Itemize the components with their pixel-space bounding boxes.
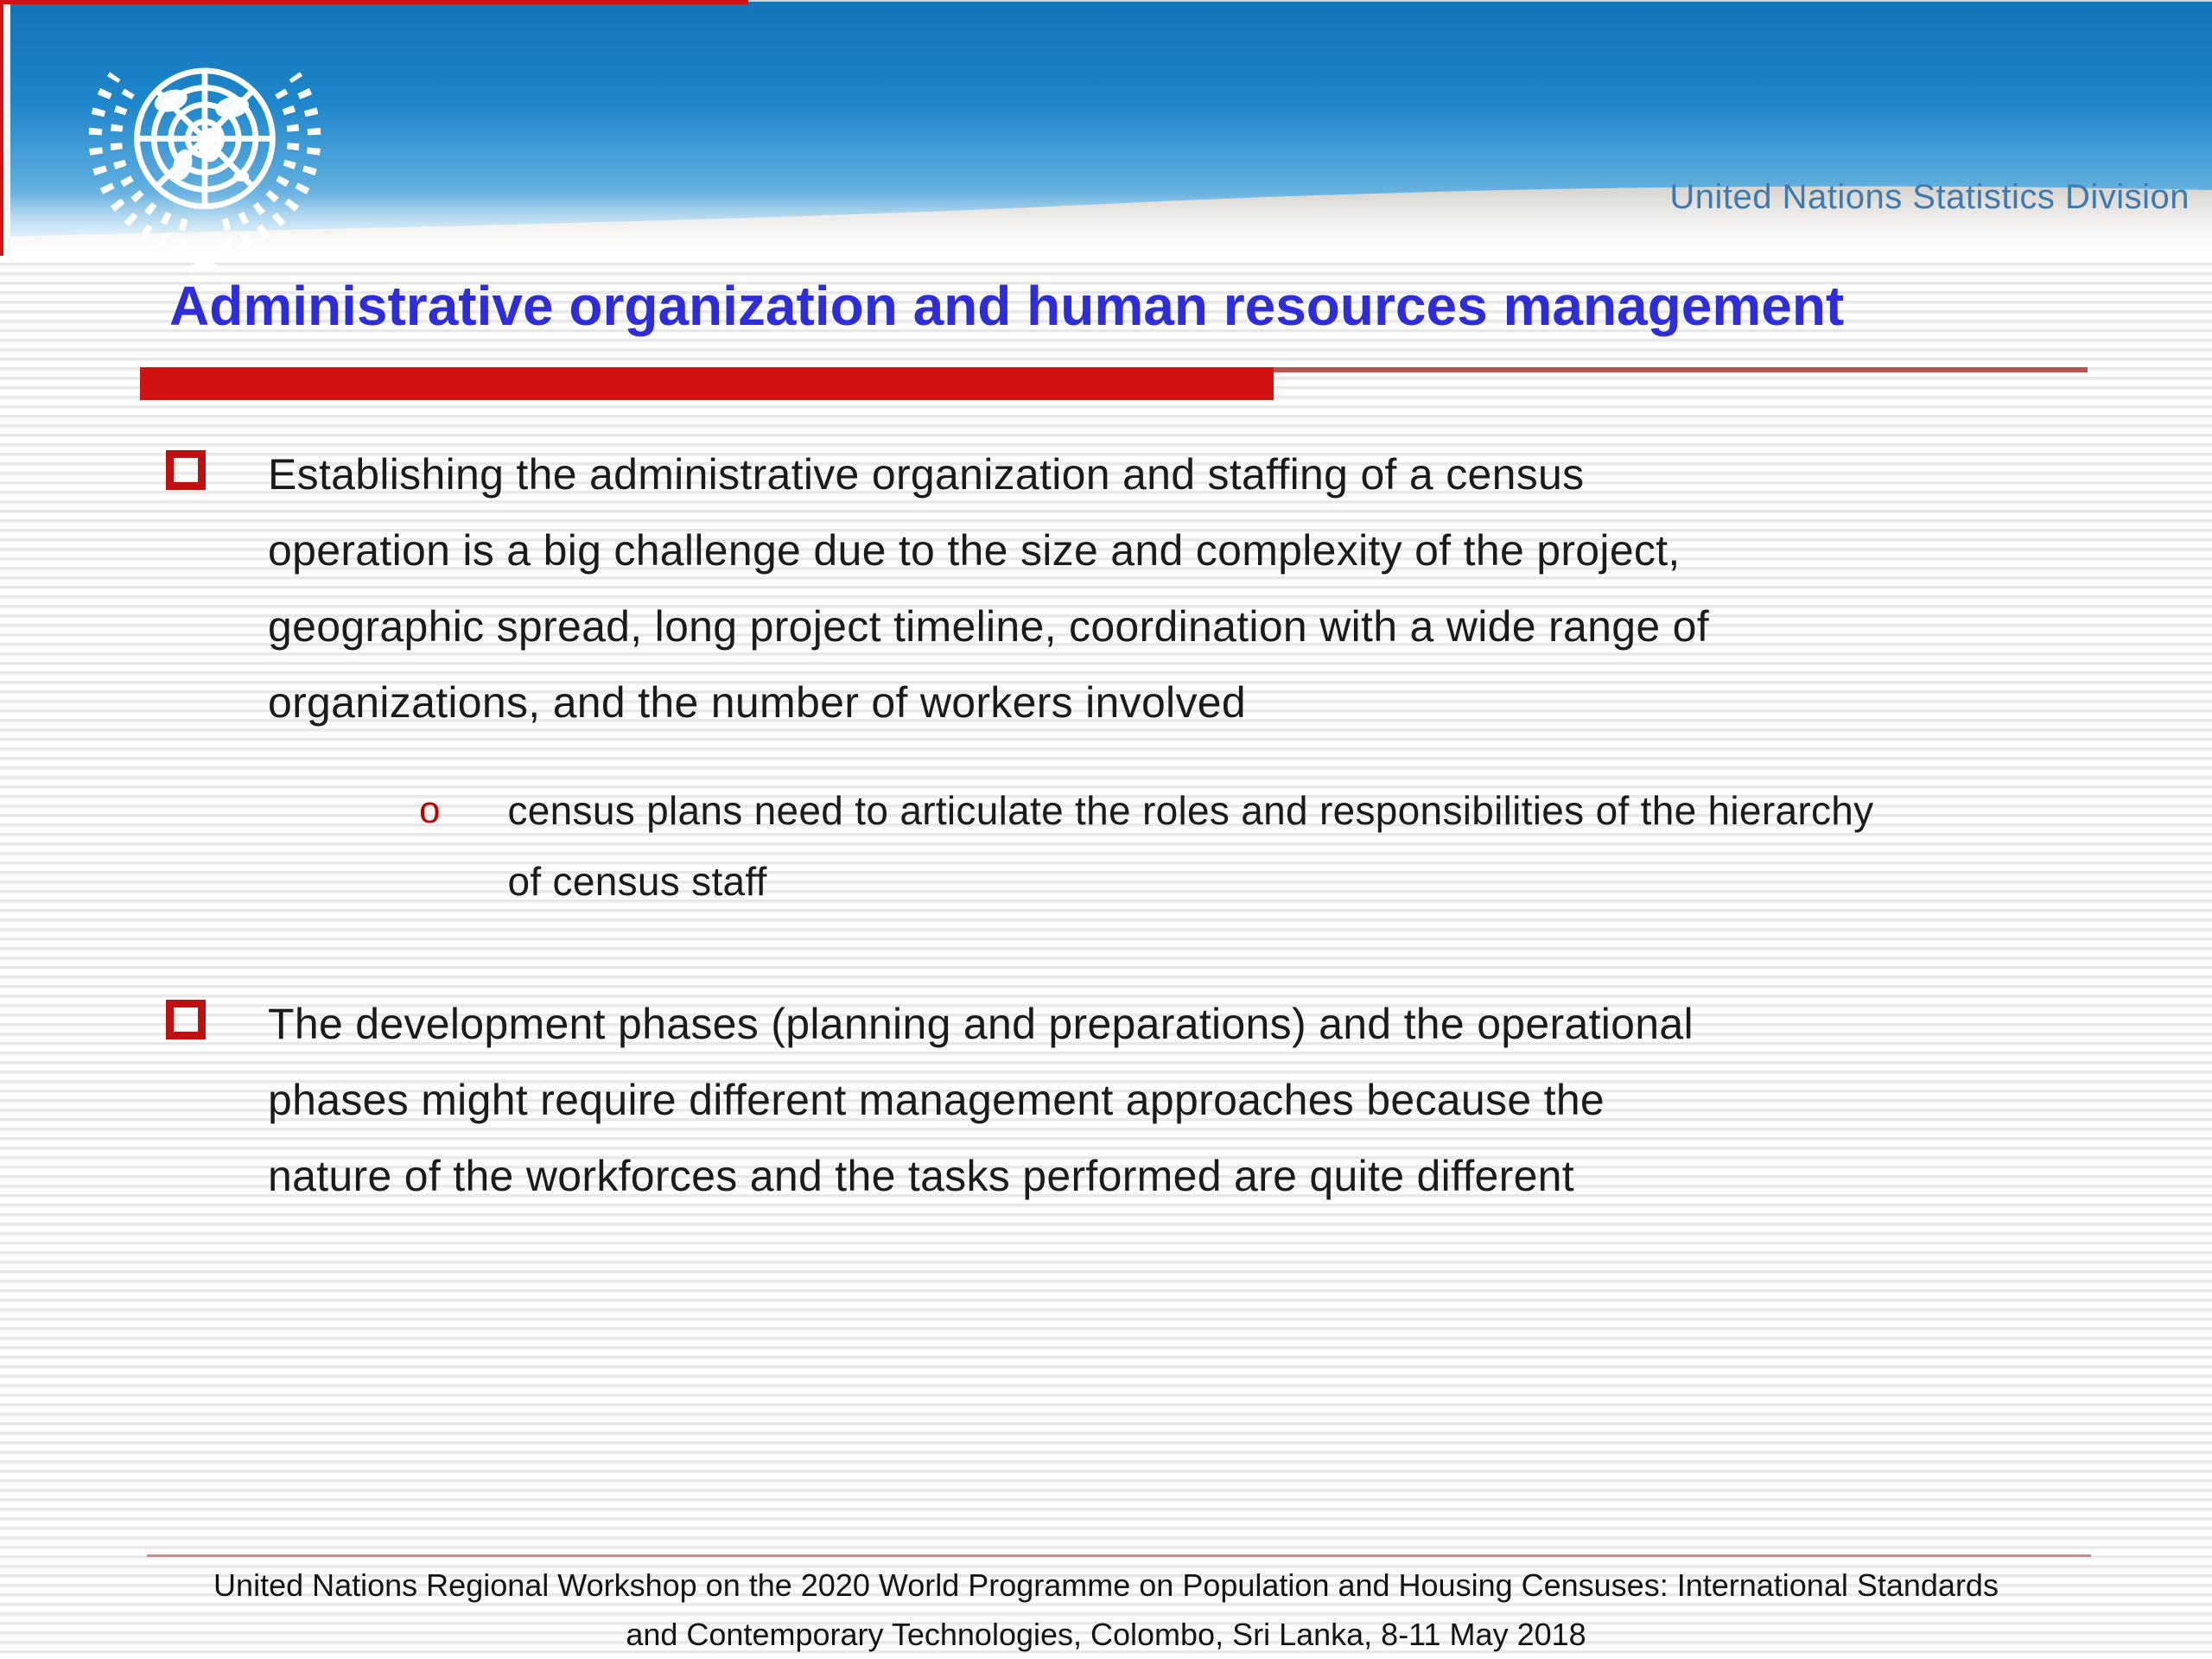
slide-top-red-border — [0, 0, 748, 4]
bullet-square-icon — [166, 450, 206, 490]
footer-line-1: United Nations Regional Workshop on the 2020 World Programme on Population and Housing Censuses: International Standards — [213, 1567, 1999, 1603]
title-underline-bar — [140, 367, 1274, 400]
page-title: Administrative organization and human resources management — [169, 275, 1845, 337]
bullet-1-line-4: organizations, and the number of workers involved — [268, 678, 1246, 727]
bullet-item-2 — [140, 986, 2160, 1214]
slide-top-gray-border — [748, 0, 2212, 2]
bullet-1-line-2: operation is a big challenge due to the size and complexity of the project, — [268, 526, 1681, 575]
bullet-1-line-3: geographic spread, long project timeline, coordination with a wide range of — [268, 602, 1709, 651]
bullet-1-line-1: Establishing the administrative organization and staffing of a census — [268, 450, 1585, 499]
bullet-2-line-2: phases might require different management approaches because the — [268, 1076, 1605, 1124]
bullet-item-1 — [140, 436, 2160, 917]
slide-left-red-border — [0, 0, 3, 256]
sub-bullet-marker: o — [419, 789, 441, 831]
org-name: United Nations Statistics Division — [1669, 178, 2190, 216]
bullet-square-icon — [166, 1000, 206, 1039]
bullet-2-line-1: The development phases (planning and preparations) and the operational — [268, 1000, 1694, 1048]
bullet-2-line-3: nature of the workforces and the tasks performed are quite different — [268, 1152, 1574, 1200]
sub-bullet-line-2: of census staff — [507, 859, 767, 904]
footer-line-2: and Contemporary Technologies, Colombo, Sri Lanka, 8-11 May 2018 — [626, 1617, 1586, 1652]
sub-bullet-text — [507, 775, 1873, 917]
sub-bullet-line-1: census plans need to articulate the roles and responsibilities of the hierarchy — [507, 788, 1874, 833]
bullet-2-text — [268, 986, 1694, 1214]
footer-text — [86, 1560, 2126, 1659]
title-underline-thin-line — [1274, 367, 2088, 372]
sub-bullet-item — [419, 775, 1873, 917]
bullet-1-text — [268, 436, 1873, 741]
slide-body — [140, 436, 2160, 1214]
un-emblem-icon — [67, 12, 342, 299]
slide-left-white-gap — [3, 4, 10, 256]
footer-rule — [147, 1554, 2091, 1557]
